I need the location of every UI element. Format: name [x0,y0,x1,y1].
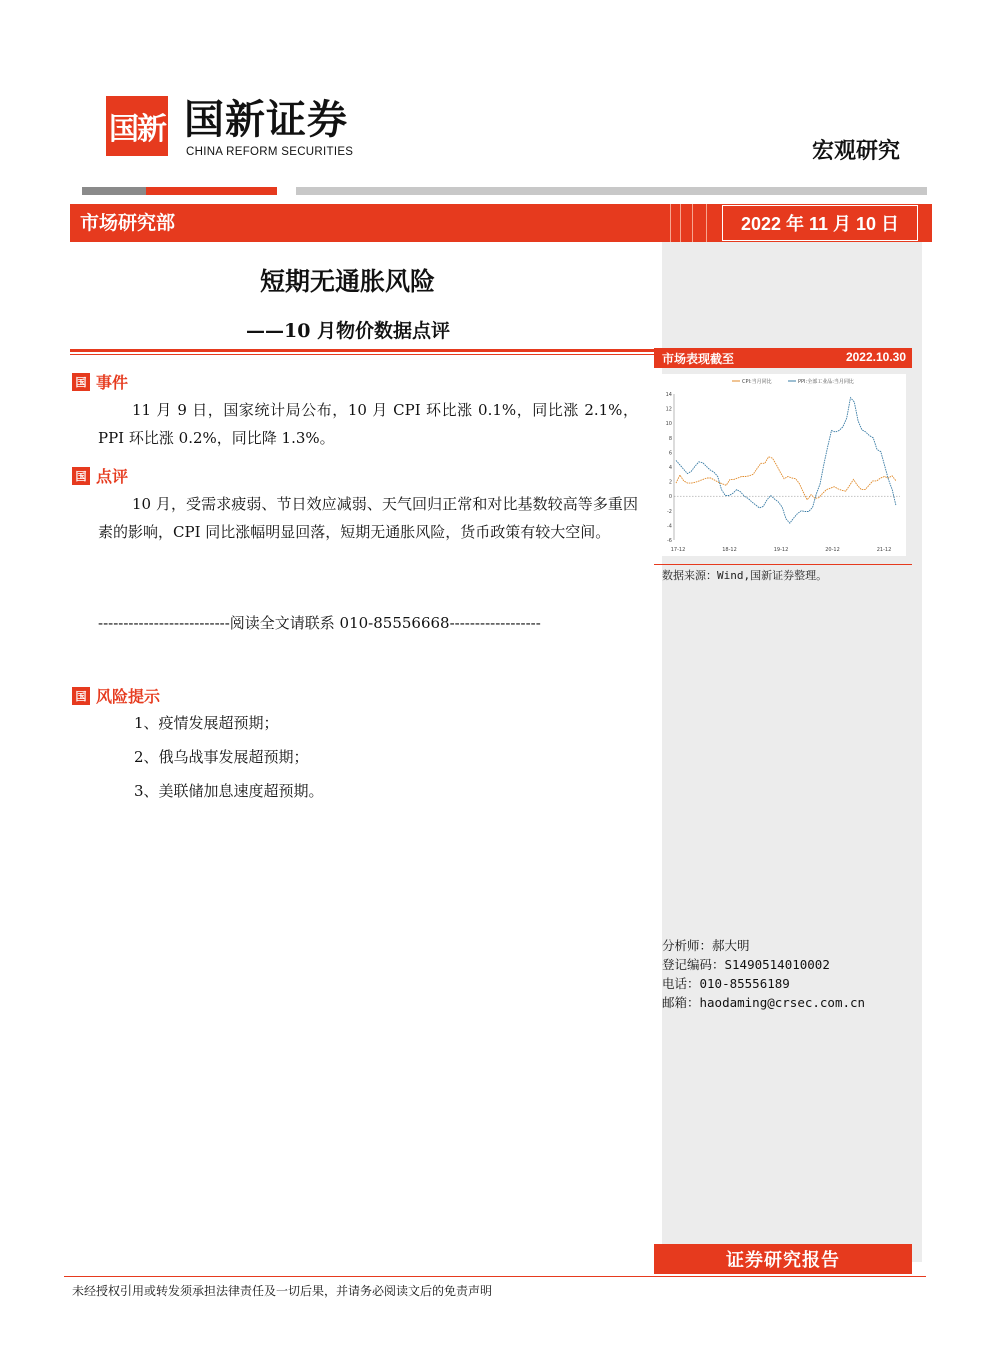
y-tick-label: -6 [667,538,672,544]
chart-rule [654,564,912,565]
y-tick-label: 4 [668,465,672,471]
legend-label: PPI:全部工业品:当月同比 [798,379,854,385]
risk-item: 2、俄乌战事发展超预期； [134,748,309,766]
x-tick-label: 20-12 [825,547,840,553]
y-tick-label: 2 [668,479,672,486]
cpi-ppi-chart [662,374,906,556]
band-stripe [706,204,707,242]
risk-heading [72,684,160,707]
series-line-cpi [676,457,896,500]
company-name-cn: 国新证券 [184,97,348,143]
legend-label: CPI:当月同比 [742,379,772,385]
market-performance-bar [654,348,912,368]
comment-heading [72,464,128,487]
company-logo-mark: 国新 [106,96,168,156]
y-tick-label: 12 [665,406,672,413]
data-source: 数据来源：Wind,国新证券整理。 [662,569,828,582]
logo-mini-icon: 国 [72,467,90,485]
x-tick-label: 17-12 [670,547,686,553]
series-line-ppi [676,398,896,524]
disclaimer: 未经授权引用或转发须承担法律责任及一切后果，并请务必阅读文后的免责声明 [72,1284,493,1298]
comment-text: 10 月，受需求疲弱、节日效应减弱、天气回归正常和对比基数较高等多重因素的影响，CPI 同比涨幅明显回落，短期无通胀风险，货币政策有较大空间。 [98,495,638,541]
analyst-phone: 电话：010-85556189 [662,976,790,991]
analyst-reg: 登记编码：S1490514010002 [662,957,830,972]
analyst-name: 分析师：郝大明 [662,938,750,953]
header-divider-red [146,187,277,195]
logo-mini-icon: 国 [72,687,90,705]
risk-item: 1、疫情发展超预期； [134,714,279,732]
report-title: 短期无通胀风险 [260,267,436,296]
title-rule [70,349,656,352]
event-text: 11 月 9 日，国家统计局公布，10 月 CPI 环比涨 0.1%，同比涨 2.1%，PPI 环比涨 0.2%，同比降 1.3%。 [98,401,638,447]
band-stripe [692,204,693,242]
report-subtitle: ——10 月物价数据点评 [246,320,451,342]
x-tick-label: 21-12 [876,547,892,553]
analyst-email: 邮箱：haodaming@crsec.com.cn [662,995,866,1010]
report-category: 宏观研究 [812,138,901,164]
x-tick-label: 19-12 [773,547,789,553]
y-tick-label: -4 [667,523,672,530]
x-tick-label: 18-12 [722,547,737,553]
report-date: 2022 年 11 月 10 日 [722,205,918,241]
y-tick-label: -2 [667,508,672,515]
logo-mini-icon: 国 [72,373,90,391]
chart-svg [662,374,906,556]
y-tick-label: 8 [668,435,672,442]
market-date: 2022.10.30 [845,350,906,364]
band-stripe [680,204,681,242]
band-stripe [670,204,671,242]
event-heading [72,370,128,393]
company-name-en: CHINA REFORM SECURITIES [186,146,354,158]
header-divider-gray [296,187,927,195]
y-tick-label: 6 [668,450,672,457]
market-label: 市场表现截至 [662,352,735,366]
contact-line: --------------------------阅读全文请联系 010-85556668------------------ [98,614,541,632]
report-type-tag: 证券研究报告 [654,1244,912,1274]
y-tick-label: 14 [665,392,672,398]
y-tick-label: 10 [665,421,672,428]
comment-heading-label: 点评 [96,467,129,486]
risk-item: 3、美联储加息速度超预期。 [134,782,324,800]
title-rule-thin [70,354,656,355]
header-divider-dark [82,187,146,195]
department-name: 市场研究部 [80,212,176,234]
event-heading-label: 事件 [96,373,129,392]
footer-rule [64,1276,926,1277]
y-tick-label: 0 [668,494,672,501]
risk-heading-label: 风险提示 [96,687,161,706]
